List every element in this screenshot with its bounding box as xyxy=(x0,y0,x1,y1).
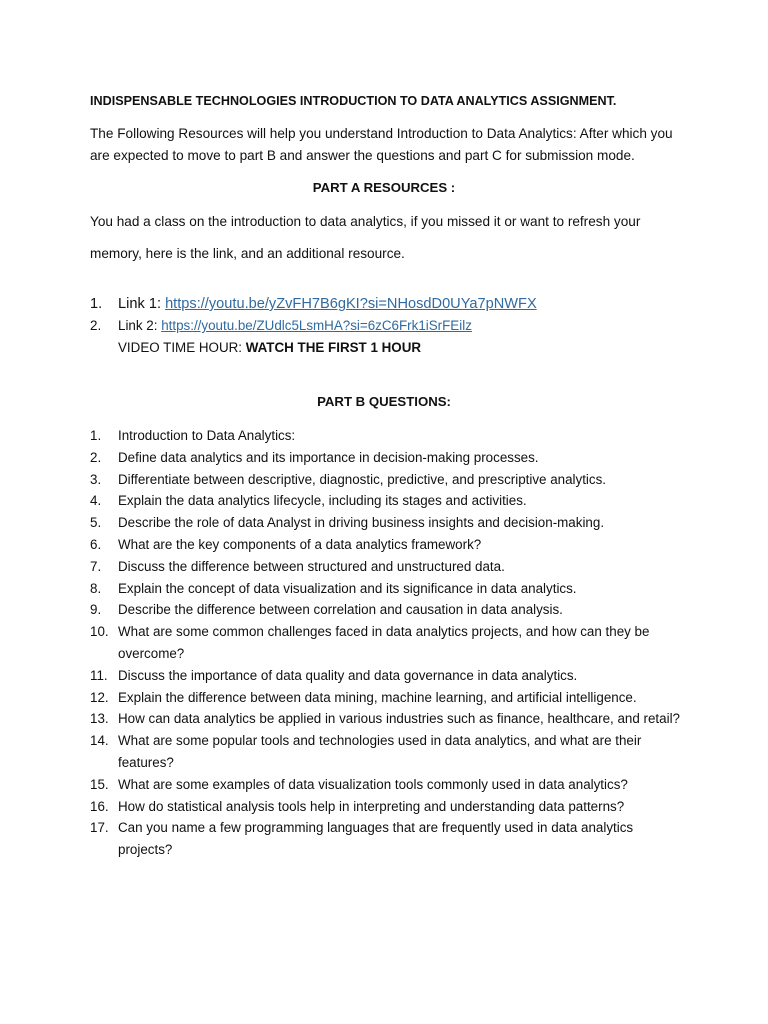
question-text: Can you name a few programming languages that are frequently used in data analytics projects? xyxy=(118,820,634,858)
question-text: Explain the difference between data mining, machine learning, and artificial intelligence. xyxy=(118,689,637,705)
question-item xyxy=(90,512,690,534)
question-number: 8. xyxy=(90,580,102,596)
question-number: 13. xyxy=(90,711,109,727)
question-item xyxy=(90,730,690,774)
resources-paragraph-line-2: memory, here is the link, and an additional resource. xyxy=(90,246,405,261)
youtube-link-1[interactable]: https://youtu.be/yZvFH7B6gKI?si=NHosdD0UYa7pNWFX xyxy=(165,296,537,312)
question-item xyxy=(90,447,690,469)
question-text: Discuss the importance of data quality and data governance in data analytics. xyxy=(118,667,578,683)
question-number: 17. xyxy=(90,820,109,836)
question-item xyxy=(90,469,690,491)
question-number: 5. xyxy=(90,515,102,531)
question-number: 15. xyxy=(90,776,109,792)
question-item xyxy=(90,774,690,796)
question-number: 10. xyxy=(90,624,109,640)
video-time-label: VIDEO TIME HOUR: xyxy=(118,340,246,355)
link-number: 2. xyxy=(90,318,102,333)
question-item xyxy=(90,490,690,512)
question-number: 9. xyxy=(90,602,102,618)
question-text: What are some popular tools and technologies used in data analytics, and what are their features? xyxy=(118,733,642,770)
question-item xyxy=(90,796,690,818)
question-item xyxy=(90,817,690,861)
question-text: Describe the role of data Analyst in driving business insights and decision-making. xyxy=(118,515,605,531)
question-text: Define data analytics and its importance in decision-making processes. xyxy=(118,449,539,465)
question-number: 14. xyxy=(90,733,109,749)
question-text: Describe the difference between correlation and causation in data analysis. xyxy=(118,602,563,618)
video-time-value: WATCH THE FIRST 1 HOUR xyxy=(245,340,422,355)
question-item xyxy=(90,665,690,687)
question-number: 16. xyxy=(90,798,109,814)
question-text: Explain the data analytics lifecycle, including its stages and activities. xyxy=(118,493,527,509)
question-text: How can data analytics be applied in various industries such as finance, healthcare, and retail? xyxy=(118,711,680,727)
question-item xyxy=(90,556,690,578)
question-text: How do statistical analysis tools help in interpreting and understanding data patterns? xyxy=(118,798,625,814)
question-item xyxy=(90,708,690,730)
question-number: 4. xyxy=(90,493,102,509)
part-a-heading: PART A RESOURCES : xyxy=(312,180,456,195)
question-text: Differentiate between descriptive, diagnostic, predictive, and prescriptive analytics. xyxy=(118,471,607,487)
question-number: 12. xyxy=(90,689,109,705)
link-label: Link 1: xyxy=(118,296,166,312)
resources-paragraph-line-1: You had a class on the introduction to data analytics, if you missed it or want to refresh your xyxy=(90,214,641,229)
link-number: 1. xyxy=(90,296,103,312)
question-text: What are some common challenges faced in data analytics projects, and how can they be overcome? xyxy=(118,624,650,661)
question-number: 11. xyxy=(90,667,108,683)
question-item xyxy=(90,599,690,621)
document-title: INDISPENSABLE TECHNOLOGIES INTRODUCTION TO DATA ANALYTICS ASSIGNMENT. xyxy=(90,94,617,108)
question-number: 7. xyxy=(90,558,102,574)
link-label: Link 2: xyxy=(118,318,162,333)
question-text: What are the key components of a data analytics framework? xyxy=(118,536,482,552)
question-item xyxy=(90,621,690,665)
part-b-heading: PART B QUESTIONS: xyxy=(317,394,451,409)
question-text: Introduction to Data Analytics: xyxy=(118,428,296,443)
intro-paragraph: The Following Resources will help you understand Introduction to Data Analytics: After which you are expected to move to part B and answer the questions and part C for submission mode. xyxy=(90,126,673,163)
question-number: 1. xyxy=(90,428,102,443)
questions-list xyxy=(90,425,690,861)
question-item xyxy=(90,687,690,709)
question-item xyxy=(90,578,690,600)
question-item xyxy=(90,425,690,447)
question-number: 2. xyxy=(90,449,102,465)
question-number: 3. xyxy=(90,471,102,487)
question-number: 6. xyxy=(90,536,102,552)
youtube-link-2[interactable]: https://youtu.be/ZUdlc5LsmHA?si=6zC6Frk1iSrFEilz xyxy=(161,318,472,333)
question-text: Explain the concept of data visualization and its significance in data analytics. xyxy=(118,580,577,596)
question-text: What are some examples of data visualization tools commonly used in data analytics? xyxy=(118,776,628,792)
question-item xyxy=(90,534,690,556)
question-text: Discuss the difference between structured and unstructured data. xyxy=(118,558,505,574)
